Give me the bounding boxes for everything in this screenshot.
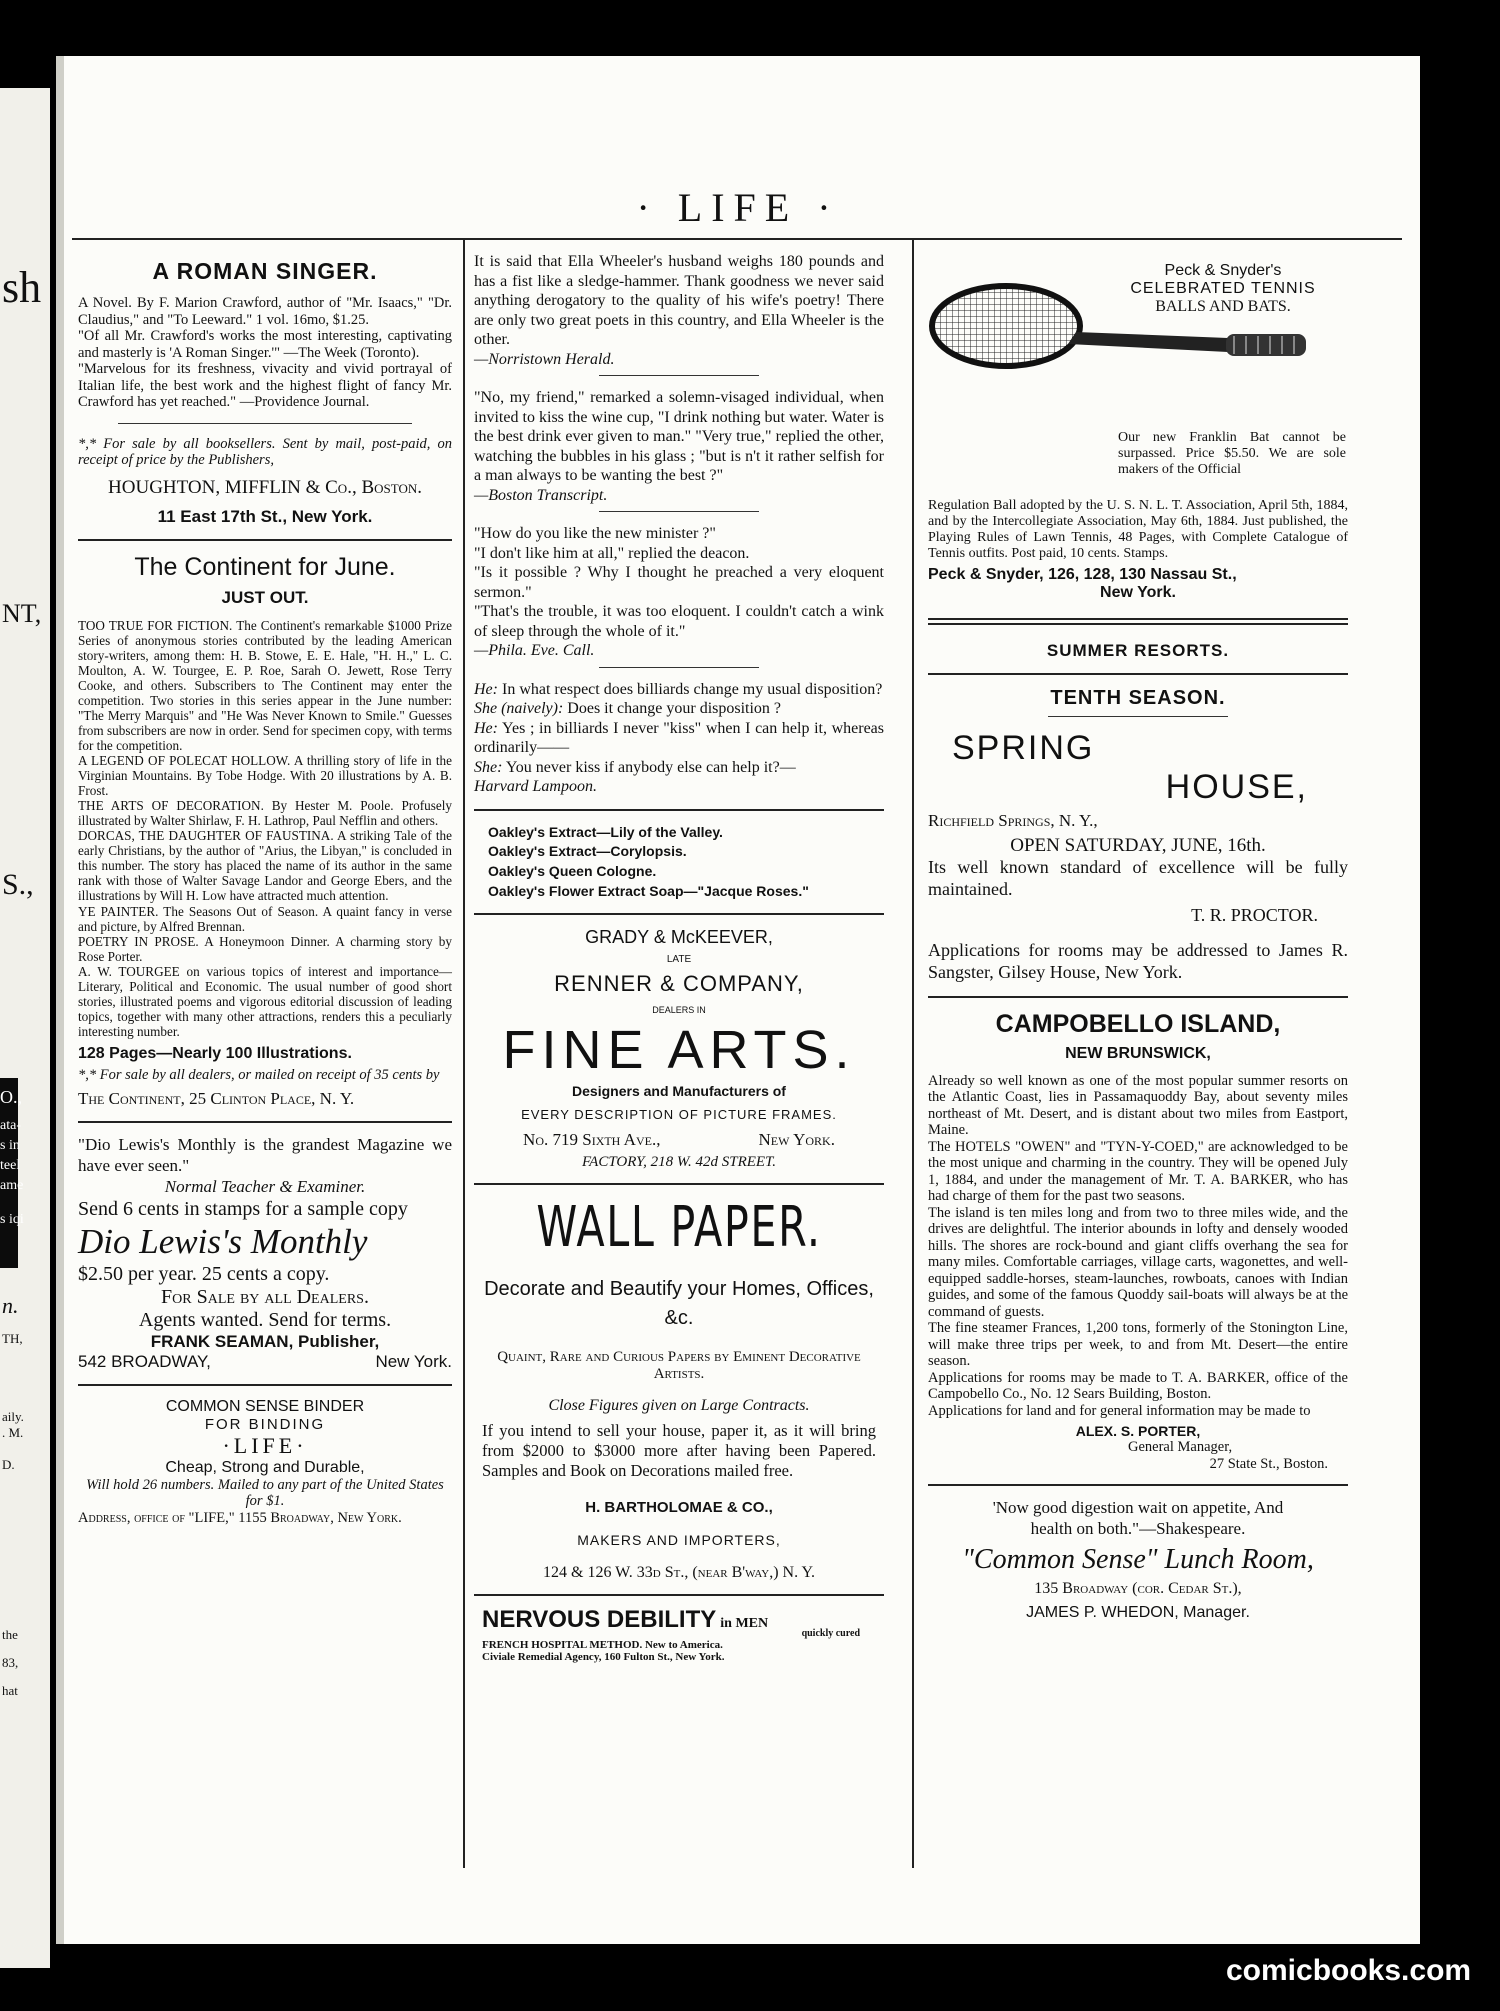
divider [78, 1121, 452, 1123]
column-divider [463, 238, 465, 1868]
prev-page-fragment: 83, [2, 1655, 19, 1670]
page-title: · LIFE · [636, 185, 840, 230]
divider [928, 1484, 1348, 1486]
ad-text: THE ARTS OF DECORATION. By Hester M. Poole. Profusely illustrated by Walter Shirlaw, F. H. Lathrop, Paul Nefflin and others. [78, 798, 452, 829]
divider [1048, 716, 1228, 717]
ad-text: *,* For sale by all dealers, or mailed on receipt of 35 cents by [78, 1066, 440, 1083]
campobello-ad [928, 1010, 1348, 1473]
publisher: HOUGHTON, MIFFLIN & Co., Boston. [108, 476, 422, 498]
binder-ad [78, 1398, 452, 1527]
page-binding-edge [56, 56, 64, 1944]
address: New York. [1100, 583, 1176, 601]
ad-text: Already so well known as one of the most popular summer resorts on the Atlantic Coast, lies in Passamaquoddy Bay, about seventy miles northeast of Mt. Desert, and is distant about two miles from Eastport, Maine. [928, 1072, 1348, 1139]
ad-title: CELEBRATED TENNIS [1130, 280, 1316, 297]
peck-snyder-ad [928, 252, 1348, 502]
divider [928, 996, 1348, 998]
speaker: He: [474, 719, 498, 737]
ad-text: FRENCH HOSPITAL METHOD. New to America. [482, 1639, 723, 1652]
joke-text: It is said that Ella Wheeler's husband weighs 180 pounds and has a fist like a sledge-hammer. Thank goodness we never said anything derogatory to the quality of his wife's poetry! There are only two great poets in this country, and Ella Wheeler is the other. [474, 253, 884, 349]
ad-text: A LEGEND OF POLECAT HOLLOW. A thrilling story of life in the Virginian Mountains. By Tobe Hodge. With 20 illustrations by A. B. Frost. [78, 753, 452, 799]
lunch-room-ad [928, 1498, 1348, 1621]
ad-text: $2.50 per year. 25 cents a copy. [78, 1262, 330, 1285]
ad-title: The Continent for June. [134, 552, 396, 581]
joke-text: In what respect does billiards change my usual disposition? [501, 680, 883, 698]
ad-text: FOR BINDING [204, 1415, 326, 1433]
ad-text: DEALERS IN [652, 1005, 706, 1016]
ad-text: Close Figures given on Large Contracts. [548, 1396, 810, 1414]
ad-text: OPEN SATURDAY, JUNE, 16th. [1010, 834, 1266, 856]
ad-text: Cheap, Strong and Durable, [165, 1458, 365, 1476]
divider [599, 667, 759, 668]
prev-page-fragment: ame [0, 1178, 24, 1193]
prev-page-fragment: . M. [2, 1425, 24, 1440]
joke-source: —Boston Transcript. [474, 486, 608, 504]
ad-text: "Of all Mr. Crawford's works the most interesting, captivating and masterly is 'A Roman Singer.'" —The Week (Toronto). [78, 328, 452, 361]
ad-title: COMMON SENSE BINDER [165, 1397, 365, 1415]
ad-text: Applications for rooms may be made to T. A. BARKER, office of the Campobello Co., No. 12 Sears Building, Boston. [928, 1369, 1348, 1403]
house-title: HOUSE, [1165, 767, 1308, 806]
manager-name: ALEX. S. PORTER, [1075, 1423, 1201, 1440]
ad-title: CAMPOBELLO ISLAND, [995, 1009, 1281, 1038]
ad-title: NERVOUS DEBILITY [482, 1606, 717, 1634]
ad-text: 128 Pages—Nearly 100 Illustrations. [78, 1044, 352, 1062]
ad-text: A Novel. By F. Marion Crawford, author of "Mr. Isaacs," "Dr. Claudius," and "To Leeward." 1 vol. 16mo, $1.25. [78, 295, 452, 328]
ad-text: The HOTELS "OWEN" and "TYN-Y-COED," are acknowledged to be the most unique and charming in the country. They will be opened July 1, 1884, and under the management of Mr. T. A. BARKER, who has had charge of them for the past two seasons. [928, 1138, 1348, 1205]
ad-text: ·LIFE· [222, 1432, 308, 1458]
address: 11 East 17th St., New York. [157, 506, 373, 526]
spring-house-ad [928, 687, 1348, 984]
prev-page-fragment: hat [2, 1683, 18, 1698]
ad-text: Richfield Springs, N. Y., [928, 810, 1098, 830]
address: Address, office of "LIFE," 1155 Broadway, New York. [78, 1509, 402, 1526]
address-right: New York. [375, 1351, 452, 1371]
divider [474, 809, 884, 811]
divider [599, 511, 759, 512]
prev-page-fragment: aily. [2, 1409, 24, 1424]
prev-page-fragment: n. [2, 1293, 19, 1318]
ad-line: Oakley's Extract—Corylopsis. [488, 843, 687, 860]
divider [928, 673, 1348, 675]
prev-page-fragment: s in [0, 1138, 20, 1153]
ad-text: Decorate and Beautify your Homes, Offices, &c. [484, 1277, 874, 1329]
prev-page-fragment: TH, [2, 1331, 23, 1346]
prev-page-fragment: teel [0, 1158, 21, 1173]
ad-text: DORCAS, THE DAUGHTER OF FAUSTINA. A striking Tale of the early Christians, by the author of "Arius, the Libyan," is concluded in this number. The story has placed the name of its author in the same rank with those of Walter Savage Landor and George Ebers, and the illustrations by Will H. Low have attracted much attention. [78, 828, 452, 904]
ad-text: Will hold 26 numbers. Mailed to any part of the United States for $1. [86, 1476, 444, 1510]
right-column [928, 252, 1348, 1622]
divider [118, 423, 412, 424]
ad-text: in MEN [720, 1616, 769, 1632]
ad-subtitle: BALLS AND BATS. [1155, 298, 1291, 315]
company-name: H. BARTHOLOMAE & CO., [585, 1499, 773, 1517]
ad-text: A. W. TOURGEE on various topics of interest and importance—Literary, Political and Economic. The usual number of good short stories, illustrated poems and vigorous editorial discussion of leading topics, together with many other attractions, renders this a peculiarly interesting number. [78, 963, 452, 1039]
prev-page-fragment: s iqi [0, 1212, 24, 1227]
address-left: No. 719 Sixth Ave., [523, 1130, 661, 1150]
joke-text: You never kiss if anybody else can help it?— [505, 758, 796, 776]
ad-text: "Marvelous for its freshness, vivacity and vivid portrayal of Italian life, the best work and the highest flight of fancy Mr. Crawford has yet reached." —Providence Journal. [78, 361, 452, 411]
ad-text: The fine steamer Frances, 1,200 tons, formerly of the Stonington Line, will make three trips per week, to and from Mt. Desert—the entire season. [928, 1320, 1348, 1370]
joke-text: Does it change your disposition ? [567, 700, 782, 718]
address: 135 Broadway (cor. Cedar St.), [1034, 1579, 1242, 1597]
prev-page-fragment: O., [0, 1087, 22, 1107]
grady-ad [474, 927, 884, 1171]
ad-text: "Dio Lewis's Monthly is the grandest Magazine we have ever seen." [78, 1135, 452, 1176]
ad-title: A ROMAN SINGER. [152, 258, 378, 284]
speaker: She (naively): [474, 700, 564, 718]
joke-text: "Is it possible ? Why I thought he preached a very eloquent sermon." [474, 564, 884, 601]
divider [78, 1384, 452, 1386]
previous-page-edge [0, 88, 50, 1968]
ad-text: Quaint, Rare and Curious Papers by Eminent Decorative Artists. [497, 1348, 861, 1382]
ad-text: *,* For sale by all booksellers. Sent by mail, post-paid, on receipt of price by the Publishers, [78, 435, 452, 469]
ad-text: Civiale Remedial Agency, 160 Fulton St., New York. [482, 1651, 725, 1664]
address: The Continent, 25 Clinton Place, N. Y. [78, 1089, 355, 1109]
speaker: She: [474, 758, 503, 776]
ad-text: General Manager, [1128, 1439, 1233, 1456]
proprietor: T. R. PROCTOR. [1191, 904, 1318, 925]
joke-source: —Phila. Eve. Call. [474, 642, 595, 660]
ad-text: LATE [666, 954, 692, 966]
joke-text: "I don't like him at all," replied the deacon. [474, 544, 750, 562]
address [474, 1130, 884, 1150]
roman-singer-ad [78, 258, 452, 527]
ad-line: Oakley's Extract—Lily of the Valley. [488, 823, 723, 840]
joke-text: "That's the trouble, it was too eloquent. I couldn't catch a wink of sleep through the whole of it." [474, 603, 884, 640]
address: 27 State St., Boston. [1209, 1455, 1328, 1472]
oakley-ad [474, 823, 884, 901]
prev-page-fragment: D. [2, 1457, 15, 1472]
ad-subtitle: TENTH SEASON. [1050, 686, 1226, 709]
publisher: FRANK SEAMAN, Publisher, [150, 1331, 380, 1351]
ad-text: For Sale by all Dealers. [161, 1285, 369, 1308]
lunch-room-title: "Common Sense" Lunch Room, [962, 1543, 1314, 1575]
ad-title: GRADY & McKEEVER, [585, 927, 773, 948]
ad-text: Normal Teacher & Examiner. [164, 1176, 366, 1196]
divider [474, 913, 884, 915]
ad-text: FACTORY, 218 W. 42d STREET. [581, 1154, 777, 1171]
joke-source: —Norristown Herald. [474, 350, 615, 368]
ad-subtitle: NEW BRUNSWICK, [1065, 1044, 1211, 1062]
left-column [78, 252, 452, 1526]
divider [599, 375, 759, 376]
header-rule [72, 238, 1402, 240]
ad-text: Agents wanted. Send for terms. [138, 1308, 392, 1331]
ad-title: RENNER & COMPANY, [554, 971, 804, 997]
spring-title: SPRING [952, 728, 1095, 767]
prev-page-fragment: ata- [0, 1118, 21, 1133]
joke-source: Harvard Lampoon. [474, 778, 597, 796]
ad-text: Designers and Manufacturers of [572, 1083, 786, 1100]
address: 124 & 126 W. 33d St., (near B'way,) N. Y. [543, 1564, 815, 1582]
nervous-debility-ad [474, 1608, 884, 1663]
address-right: New York. [758, 1130, 835, 1150]
ad-text: Its well known standard of excellence will be fully maintained. [928, 856, 1348, 899]
ad-line: Oakley's Queen Cologne. [488, 863, 657, 880]
speaker: He: [474, 680, 498, 698]
prev-page-fragment: S., [2, 868, 34, 901]
manager-name: JAMES P. WHEDON, Manager. [1026, 1603, 1250, 1621]
ad-text: The island is ten miles long and from two to three miles wide, and the drives are delightful. The interior abounds in lofty and densely wooded hills. The shores are rock-bound and giant cliffs overhang the sea for many miles. Comfortable carriages, village carts, wagonettes, and well-equipped saddle-horses, steam-launches, rowboats, canoes with Indian guides, and some of the famous Quoddy sail-boats will always be at the command of guests. [928, 1204, 1348, 1320]
wallpaper-title: WALL PAPER. [536, 1195, 822, 1261]
joke-text: "No, my friend," remarked a solemn-visaged individual, when invited to kiss the wine cup, "I drink nothing but water. Water is the best drink ever given to man." "Very true," replied the other, watching the bubbles in his glass ; "but is n't it rather selfish for a man always to be wanting the best ?" [474, 389, 884, 485]
ad-line: Oakley's Flower Extract Soap—"Jacque Roses." [488, 882, 809, 899]
ad-text: EVERY DESCRIPTION OF PICTURE FRAMES. [521, 1107, 837, 1123]
ad-text: YE PAINTER. The Seasons Out of Season. A quaint fancy in verse and picture, by Alfred Brennan. [78, 903, 452, 934]
prev-page-fragment: NT, [2, 599, 42, 628]
magazine-page [56, 56, 1420, 1944]
divider [474, 1183, 884, 1185]
ad-text: Applications for rooms may be addressed to James R. Sangster, Gilsey House, New York. [928, 939, 1348, 982]
ad-text: POETRY IN PROSE. A Honeymoon Dinner. A charming story by Rose Porter. [78, 933, 452, 964]
ad-text: If you intend to sell your house, paper it, as it will bring from $2000 to $3000 more after having been Papered. Samples and Book on Decorations mailed free. [482, 1420, 876, 1481]
magazine-name: Dio Lewis's Monthly [78, 1221, 368, 1261]
prev-page-fragment: sh [2, 263, 42, 312]
address [78, 1352, 452, 1372]
joke-text: "How do you like the new minister ?" [474, 525, 716, 543]
divider [474, 1594, 884, 1596]
address-left: 542 BROADWAY, [78, 1351, 211, 1371]
section-heading: SUMMER RESORTS. [1046, 640, 1230, 660]
ad-text: Regulation Ball adopted by the U. S. N. L. T. Association, April 5th, 1884, and by the Intercollegiate Association, May 6th, 1884. Just published, the Playing Rules of Lawn Tennis, 48 Pages, with Complete Catalogue of Tennis outfits. Post paid, 10 cents. Stamps. [928, 498, 1348, 561]
divider [78, 539, 452, 541]
fine-arts-title: FINE ARTS. [502, 1020, 856, 1081]
divider [928, 618, 1348, 625]
ad-text: MAKERS AND IMPORTERS, [577, 1532, 781, 1549]
dio-lewis-ad [78, 1135, 452, 1371]
wallpaper-ad [474, 1197, 884, 1582]
ad-text: 'Now good digestion wait on appetite, And health on both."—Shakespeare. [992, 1498, 1284, 1539]
continent-ad [78, 553, 452, 1110]
ad-text: Applications for land and for general information may be made to [928, 1402, 1311, 1419]
watermark: comicbooks.com [1226, 1954, 1472, 1987]
ad-text: TOO TRUE FOR FICTION. The Continent's remarkable $1000 Prize Series of anonymous stories contributed by the leading American story-writers, among them: H. B. Stowe, E. E. Hale, "H. H.," L. C. Moulton, A. W. Tourgee, E. P. Roe, Sarah O. Jewett, Rose Terry Cooke, and others. Subscribers to The Continent may enter the competition. Two stories in this series appear in the June number: "The Merry Marquis" and "He Was Never Known to Smile." Guesses from subscribers are now in order. Send for specimen copy, with terms for the competition. [78, 617, 452, 754]
ad-title: Peck & Snyder's [1164, 262, 1282, 279]
ad-text: Our new Franklin Bat cannot be surpassed. Price $5.50. We are sole makers of the Official [1118, 430, 1346, 477]
address: Peck & Snyder, 126, 128, 130 Nassau St., [928, 565, 1237, 583]
ad-subtitle: JUST OUT. [221, 587, 309, 607]
middle-column [474, 252, 884, 1663]
column-divider [912, 238, 914, 1868]
joke-text: Yes ; in billiards I never "kiss" when I can help it, whereas ordinarily—— [474, 719, 885, 757]
prev-page-fragment: the [2, 1627, 18, 1642]
ad-text: quickly cured [801, 1628, 860, 1640]
ad-text: Send 6 cents in stamps for a sample copy [78, 1197, 408, 1220]
